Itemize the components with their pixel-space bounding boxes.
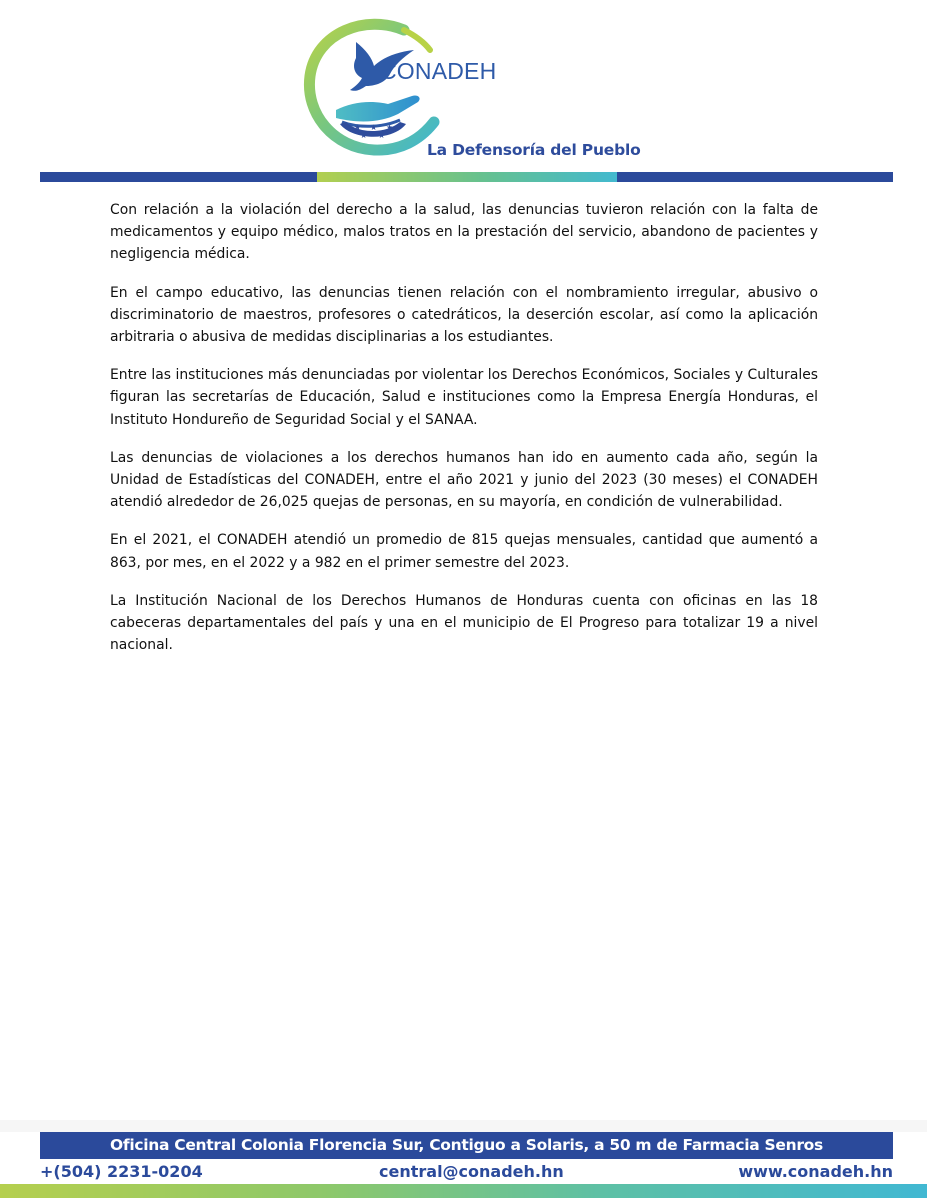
paragraph: En el campo educativo, las denuncias tienen relación con el nombramiento irregular, abusivo o discriminatorio de maestros, profesores o catedráticos, la deserción escolar, así como la aplicación arbitraria o abusiva de medidas disciplinarias a los estudiantes.	[110, 284, 818, 346]
header-divider-bar	[40, 172, 893, 182]
paragraph: Las denuncias de violaciones a los derechos humanos han ido en aumento cada año, según la Unidad de Estadísticas del CONADEH, entre el año 2021 y junio del 2023 (30 meses) el CONADEH atendió alrededor de 26,025 quejas de personas, en su mayoría, en condición de vulnerabilidad.	[110, 449, 818, 511]
paragraph: En el 2021, el CONADEH atendió un promedio de 815 quejas mensuales, cantidad que aumentó a 863, por mes, en el 2022 y a 982 en el primer semestre del 2023.	[110, 532, 818, 571]
footer-email: central@conadeh.hn	[379, 1162, 564, 1181]
letterhead-header	[0, 0, 927, 185]
paragraph: Con relación a la violación del derecho a la salud, las denuncias tuvieron relación con la falta de medicamentos y equipo médico, malos tratos en la prestación del servicio, abandono de pacientes y negligencia médica.	[110, 202, 818, 263]
svg-text:★: ★	[354, 123, 362, 132]
footer-website: www.conadeh.hn	[738, 1162, 893, 1181]
footer-top-band	[0, 1120, 927, 1132]
svg-text:★: ★	[378, 131, 386, 140]
footer-address-bar	[40, 1132, 893, 1159]
footer-contacts	[40, 1160, 893, 1184]
brand-name: CONADEH	[380, 58, 497, 84]
svg-text:★: ★	[370, 123, 378, 132]
footer-address: Oficina Central Colonia Florencia Sur, Contiguo a Solaris, a 50 m de Farmacia Senros	[110, 1136, 823, 1154]
header-bar-gradient	[317, 172, 617, 182]
tagline: La Defensoría del Pueblo	[427, 141, 641, 159]
header-bar-blue-left	[40, 172, 317, 182]
paragraph: Entre las instituciones más denunciadas por violentar los Derechos Económicos, Sociales y Culturales figuran las secretarías de Educación, Salud e instituciones como la Empresa Energía Honduras, el Instituto Hondureño de Seguridad Social y el SANAA.	[110, 367, 818, 428]
svg-text:★: ★	[360, 131, 368, 140]
svg-text:★: ★	[386, 123, 394, 132]
footer-phone: +(504) 2231-0204	[40, 1162, 203, 1181]
document-body	[110, 199, 818, 672]
paragraph: La Institución Nacional de los Derechos Humanos de Honduras cuenta con oficinas en las 18 cabeceras departamentales del país y una en el municipio de El Progreso para totalizar 19 a nivel nacional.	[110, 592, 818, 654]
header-bar-blue-right	[617, 172, 893, 182]
footer-gradient-band	[0, 1184, 927, 1198]
